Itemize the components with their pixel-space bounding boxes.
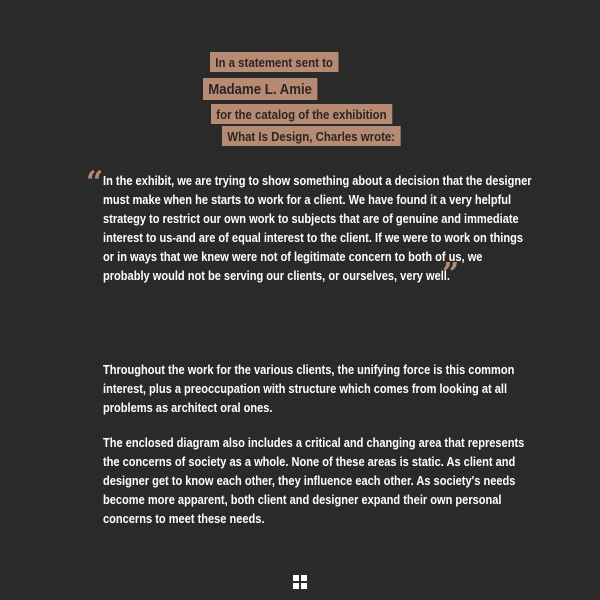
paragraph-line: become more apparent, both client and designer expand their own personal: [103, 492, 502, 507]
header-tag-name: Madame L. Amie: [203, 78, 317, 100]
quote-line: or in ways that we knew were not of legitimate concern to both of us, we: [103, 249, 483, 264]
body-paragraph-1: [103, 360, 523, 417]
quote-line: probably would not be serving our clients, or ourselves, very well.: [103, 268, 450, 283]
paragraph-line: concerns to meet these needs.: [103, 511, 265, 526]
close-quote-icon: ”: [442, 257, 460, 292]
grid-cell: [293, 575, 299, 581]
quote-line: must make when he starts to work for a client. We have found it a very helpful: [103, 192, 512, 207]
quote-block: [103, 171, 532, 285]
paragraph-line: Throughout the work for the various clients, the unifying force is this common: [103, 362, 515, 377]
quote-line: strategy to restrict our own work to subjects that are of genuine and immediate: [103, 211, 519, 226]
open-quote-icon: “: [86, 165, 104, 200]
quote-line: In the exhibit, we are trying to show something about a decision that the designer: [103, 173, 532, 188]
header-tag-statement: In a statement sent to: [210, 52, 338, 72]
grid-menu-icon[interactable]: [293, 575, 307, 589]
grid-cell: [301, 575, 307, 581]
paragraph-line: designer get to know each other, they influence each other. As society's needs: [103, 473, 516, 488]
paragraph-line: interest, plus a preoccupation with structure which comes from looking at all: [103, 381, 508, 396]
quote-line: interest to us-and are of equal interest to the client. If we were to work on things: [103, 230, 523, 245]
paragraph-line: problems as architect oral ones.: [103, 400, 273, 415]
header-tag-catalog: for the catalog of the exhibition: [211, 104, 392, 124]
paragraph-line: the concerns of society as a whole. None of these areas is static. As client and: [103, 454, 516, 469]
paragraph-line: The enclosed diagram also includes a critical and changing area that represents: [103, 435, 525, 450]
grid-cell: [293, 583, 299, 589]
header-tag-exhibition: What Is Design, Charles wrote:: [222, 126, 400, 146]
grid-cell: [301, 583, 307, 589]
body-paragraph-2: [103, 433, 523, 528]
